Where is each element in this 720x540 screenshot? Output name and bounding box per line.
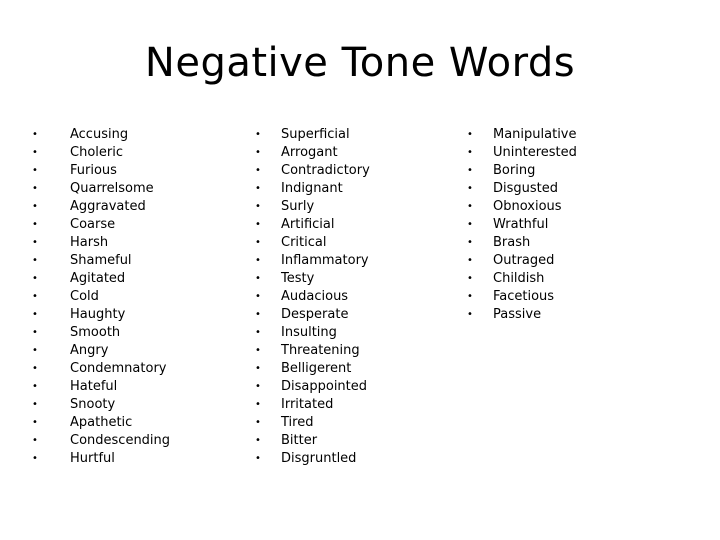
word-text: Snooty — [70, 397, 116, 412]
list-item — [467, 162, 577, 180]
list-item — [255, 126, 370, 144]
bullet-icon: • — [467, 147, 473, 158]
bullet-icon: • — [255, 129, 261, 140]
word-text: Furious — [70, 163, 117, 178]
word-text: Surly — [281, 199, 315, 214]
list-item — [467, 270, 577, 288]
word-text: Obnoxious — [493, 199, 562, 214]
word-text: Agitated — [70, 271, 126, 286]
list-item — [32, 360, 170, 378]
list-item — [255, 342, 370, 360]
word-text: Audacious — [281, 289, 349, 304]
word-text: Facetious — [493, 289, 555, 304]
bullet-icon: • — [255, 399, 261, 410]
bullet-icon: • — [255, 345, 261, 356]
bullet-icon: • — [255, 237, 261, 248]
word-text: Uninterested — [493, 145, 577, 160]
list-item — [255, 234, 370, 252]
list-item — [467, 252, 577, 270]
word-list-column-1 — [32, 126, 171, 468]
list-item — [32, 342, 170, 360]
list-item — [467, 234, 577, 252]
list-item — [255, 450, 370, 468]
bullet-icon: • — [255, 327, 261, 338]
bullet-icon: • — [32, 417, 38, 428]
bullet-icon: • — [32, 453, 38, 464]
bullet-icon: • — [255, 183, 261, 194]
word-text: Arrogant — [281, 145, 338, 160]
list-item — [32, 144, 170, 162]
word-text: Condemnatory — [70, 361, 167, 376]
list-item — [32, 198, 170, 216]
bullet-icon: • — [255, 255, 261, 266]
bullet-icon: • — [32, 129, 38, 140]
word-text: Inflammatory — [281, 253, 369, 268]
list-item — [32, 432, 171, 450]
list-item — [467, 180, 577, 198]
list-item — [32, 270, 170, 288]
bullet-icon: • — [255, 435, 261, 446]
list-item — [255, 162, 370, 180]
word-text: Coarse — [70, 217, 116, 232]
list-item — [32, 288, 170, 306]
word-text: Testy — [281, 271, 315, 286]
bullet-icon: • — [32, 327, 38, 338]
list-item — [255, 396, 370, 414]
word-text: Threatening — [281, 343, 360, 358]
bullet-icon: • — [467, 183, 473, 194]
list-item — [255, 144, 370, 162]
bullet-icon: • — [467, 273, 473, 284]
bullet-icon: • — [467, 255, 473, 266]
list-item — [255, 270, 370, 288]
list-item — [255, 378, 370, 396]
word-text: Hateful — [70, 379, 118, 394]
word-text: Disappointed — [281, 379, 368, 394]
bullet-icon: • — [32, 201, 38, 212]
list-item — [467, 126, 577, 144]
word-text: Hurtful — [70, 451, 115, 466]
word-text: Haughty — [70, 307, 126, 322]
bullet-icon: • — [255, 363, 261, 374]
list-item — [32, 126, 170, 144]
list-item — [32, 180, 170, 198]
word-text: Wrathful — [493, 217, 549, 232]
list-item — [255, 288, 370, 306]
word-text: Bitter — [281, 433, 318, 448]
list-item — [467, 198, 577, 216]
bullet-icon: • — [32, 237, 38, 248]
list-item — [32, 306, 170, 324]
list-item — [32, 162, 170, 180]
bullet-icon: • — [32, 309, 38, 320]
word-list-column-2 — [255, 126, 370, 468]
bullet-icon: • — [255, 309, 261, 320]
list-item — [467, 288, 577, 306]
word-text: Passive — [493, 307, 542, 322]
word-text: Artificial — [281, 217, 335, 232]
bullet-icon: • — [32, 255, 38, 266]
bullet-icon: • — [467, 291, 473, 302]
word-text: Brash — [493, 235, 531, 250]
word-list-column-3 — [467, 126, 577, 324]
word-text: Accusing — [70, 127, 129, 142]
word-text: Cold — [70, 289, 99, 304]
word-text: Childish — [493, 271, 545, 286]
list-item — [255, 360, 370, 378]
bullet-icon: • — [467, 201, 473, 212]
word-text: Angry — [70, 343, 109, 358]
word-text: Smooth — [70, 325, 121, 340]
word-text: Superficial — [281, 127, 350, 142]
bullet-icon: • — [32, 183, 38, 194]
word-text: Disgruntled — [281, 451, 357, 466]
word-text: Shameful — [70, 253, 132, 268]
list-item — [255, 252, 370, 270]
word-text: Aggravated — [70, 199, 146, 214]
list-item — [32, 216, 170, 234]
list-item — [255, 198, 370, 216]
list-item — [255, 432, 370, 450]
bullet-icon: • — [255, 165, 261, 176]
bullet-icon: • — [467, 165, 473, 176]
word-text: Contradictory — [281, 163, 370, 178]
bullet-icon: • — [32, 345, 38, 356]
bullet-icon: • — [32, 399, 38, 410]
page-title: Negative Tone Words — [144, 40, 576, 86]
word-text: Harsh — [70, 235, 109, 250]
list-item — [32, 378, 170, 396]
bullet-icon: • — [255, 273, 261, 284]
list-item — [255, 306, 370, 324]
bullet-icon: • — [255, 201, 261, 212]
word-text: Insulting — [281, 325, 337, 340]
bullet-icon: • — [467, 309, 473, 320]
bullet-icon: • — [32, 219, 38, 230]
bullet-icon: • — [467, 219, 473, 230]
word-text: Boring — [493, 163, 536, 178]
bullet-icon: • — [32, 291, 38, 302]
list-item — [32, 324, 170, 342]
word-text: Critical — [281, 235, 327, 250]
word-text: Tired — [281, 415, 314, 430]
list-item — [32, 414, 170, 432]
bullet-icon: • — [255, 219, 261, 230]
bullet-icon: • — [32, 363, 38, 374]
word-text: Belligerent — [281, 361, 352, 376]
bullet-icon: • — [467, 237, 473, 248]
bullet-icon: • — [32, 165, 38, 176]
list-item — [467, 144, 577, 162]
list-item — [32, 450, 170, 468]
word-text: Outraged — [493, 253, 555, 268]
list-item — [255, 216, 370, 234]
bullet-icon: • — [467, 129, 473, 140]
list-item — [255, 180, 370, 198]
list-item — [255, 324, 370, 342]
bullet-icon: • — [255, 291, 261, 302]
bullet-icon: • — [255, 453, 261, 464]
word-text: Manipulative — [493, 127, 577, 142]
bullet-icon: • — [32, 273, 38, 284]
list-item — [32, 234, 170, 252]
word-text: Quarrelsome — [70, 181, 154, 196]
bullet-icon: • — [255, 381, 261, 392]
list-item — [467, 306, 577, 324]
list-item — [467, 216, 577, 234]
list-item — [32, 396, 170, 414]
word-text: Irritated — [281, 397, 334, 412]
word-text: Choleric — [70, 145, 123, 160]
word-text: Disgusted — [493, 181, 559, 196]
bullet-icon: • — [255, 417, 261, 428]
word-text: Indignant — [281, 181, 343, 196]
word-text: Desperate — [281, 307, 349, 322]
list-item — [255, 414, 370, 432]
list-item — [32, 252, 170, 270]
bullet-icon: • — [255, 147, 261, 158]
bullet-icon: • — [32, 435, 38, 446]
word-text: Apathetic — [70, 415, 133, 430]
bullet-icon: • — [32, 381, 38, 392]
word-text: Condescending — [70, 433, 171, 448]
bullet-icon: • — [32, 147, 38, 158]
